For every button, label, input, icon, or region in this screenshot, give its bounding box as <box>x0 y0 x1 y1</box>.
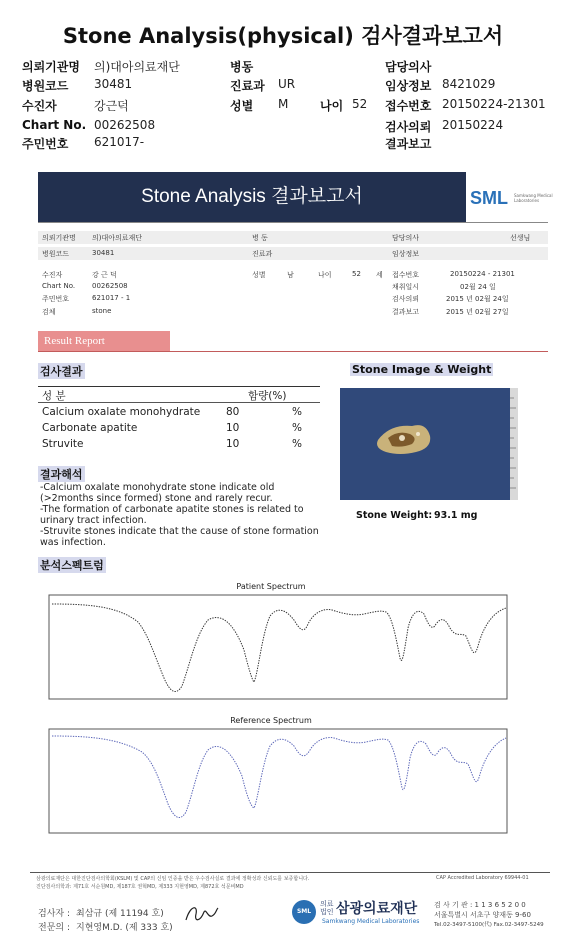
doc-collect-label: 채취일시 <box>392 283 420 291</box>
doc-institution-value: 의)대아의료재단 <box>92 234 143 242</box>
stone-weight-label: Stone Weight: <box>356 510 433 521</box>
doc-patient-value: 강 근 덕 <box>92 271 117 279</box>
doc-chart-value: 00262508 <box>92 282 128 290</box>
component-unit: % <box>292 422 302 434</box>
resident-value: 621017- <box>94 135 145 149</box>
patient-spectrum-chart <box>48 594 510 702</box>
spectrum-heading: 분석스펙트럼 <box>40 559 104 572</box>
component-value: 10 <box>226 438 240 450</box>
interpretation-line: (>2months since formed) stone and rarely recur. <box>40 493 273 504</box>
sex-label: 성별 <box>230 99 254 113</box>
doc-clinical-label: 임상정보 <box>392 250 420 258</box>
doc-sex-label: 성별 <box>252 271 266 279</box>
doc-chart-label: Chart No. <box>42 282 76 290</box>
hospital-code-label: 병원코드 <box>22 79 69 93</box>
doc-doctor-value: 선생님 <box>510 234 531 242</box>
component-value: 80 <box>226 406 240 418</box>
doc-request-label: 검사의뢰 <box>392 295 420 303</box>
component-value: 10 <box>226 422 240 434</box>
resident-label: 주민번호 <box>22 137 69 151</box>
sex-value: M <box>278 97 289 111</box>
examiner-label: 검사자 : <box>38 909 70 919</box>
interpretation-line: -Struvite stones indicate that the cause of stone formation <box>40 526 319 537</box>
component-name: Struvite <box>42 438 84 450</box>
doc-sex-value: 남 <box>287 271 294 279</box>
dept-label: 진료과 <box>230 79 265 93</box>
reference-spectrum-chart <box>48 728 510 836</box>
component-name: Calcium oxalate monohydrate <box>42 406 201 418</box>
patient-spectrum-title: Patient Spectrum <box>236 582 306 591</box>
component-unit: % <box>292 438 302 450</box>
patient-value: 강근덕 <box>94 99 129 113</box>
interpretation-line: was infection. <box>40 537 106 548</box>
interpretation-line: urinary tract infection. <box>40 515 147 526</box>
clinical-info-label: 임상정보 <box>385 79 432 93</box>
col-content-header: 함량(%) <box>248 390 287 402</box>
request-value: 20150224 <box>442 118 504 132</box>
doc-dept-label: 진료과 <box>252 250 273 258</box>
receipt-label: 접수번호 <box>385 99 432 113</box>
receipt-value: 20150224-21301 <box>442 97 546 111</box>
band-divider <box>38 222 548 223</box>
dept-value: UR <box>278 77 296 91</box>
doc-resident-value: 621017 - 1 <box>92 294 131 302</box>
stone-photo-graphic <box>340 388 518 500</box>
interpretation-text <box>40 482 322 548</box>
ward-label: 병동 <box>230 60 254 74</box>
interpretation-heading: 결과해석 <box>40 468 83 481</box>
doc-age-label: 나이 <box>318 271 332 279</box>
doctor-label: 담당의사 <box>385 60 432 74</box>
footer-rule <box>30 872 550 873</box>
age-value: 52 <box>352 97 368 111</box>
stone-image-heading: Stone Image & Weight <box>352 363 492 376</box>
clinical-info-value: 8421029 <box>442 77 496 91</box>
doc-receipt-label: 접수번호 <box>392 271 420 279</box>
contact-address: 서울특별시 서초구 양재동 9-60 <box>434 911 531 919</box>
scanned-report <box>10 156 556 938</box>
specialist-label: 전문의 : <box>38 923 70 933</box>
doc-specimen-value: stone <box>92 307 112 315</box>
footer-specialists: 진단검사의학과: 제71호 서순원MD, 제187호 권혁MD, 제333 지현영MD, 제872호 석문비MD <box>36 884 244 890</box>
cap-accreditation: CAP Accredited Laboratory 69944-01 <box>436 875 529 881</box>
age-label: 나이 <box>320 99 344 113</box>
result-divider <box>38 351 548 352</box>
chart-value: 00262508 <box>94 118 156 132</box>
institution-label: 의뢰기관명 <box>22 60 80 74</box>
chart-label: Chart No. <box>22 118 87 132</box>
results-heading: 검사결과 <box>40 365 83 378</box>
report-band-title: Stone Analysis 결과보고서 <box>38 172 466 222</box>
stone-weight-value: 93.1 mg <box>434 510 478 521</box>
doc-specimen-label: 검체 <box>42 308 56 316</box>
examiner-value: 최삼규 (제 11194 호) <box>76 909 164 919</box>
component-unit: % <box>292 406 302 418</box>
doc-collect-value: 02월 24 일 <box>460 283 496 291</box>
col-component-header: 성 분 <box>42 390 66 402</box>
contact-phone: Tel.02-3497-5100(代) Fax.02-3497-5249 <box>434 922 544 928</box>
sml-seal-icon: SML <box>292 900 316 924</box>
doc-hospital-code-label: 병원코드 <box>42 250 70 258</box>
signature-graphic <box>182 900 222 928</box>
doc-report-label: 결과보고 <box>392 308 420 316</box>
doc-age-value: 52 <box>352 270 361 278</box>
interpretation-line: -The formation of carbonate apatite stones is related to <box>40 504 304 515</box>
reference-spectrum-title: Reference Spectrum <box>230 716 312 725</box>
doc-resident-label: 주민번호 <box>42 295 70 303</box>
component-name: Carbonate apatite <box>42 422 138 434</box>
doc-institution-label: 의뢰기관명 <box>42 234 76 242</box>
foundation-subtitle: Samkwang Medical Laboratories <box>322 918 420 925</box>
specialist-value: 지현영M.D. (제 333 호) <box>76 923 173 933</box>
foundation-tag: 의료 법인 <box>320 900 334 916</box>
doc-patient-label: 수진자 <box>42 271 63 279</box>
patient-label: 수진자 <box>22 99 57 113</box>
request-label: 검사의뢰 <box>385 120 432 134</box>
table-top-rule <box>38 386 320 387</box>
doc-report-value: 2015 년 02월 27일 <box>446 308 509 316</box>
doc-request-value: 2015 년 02월 24일 <box>446 295 509 303</box>
institution-value: 의)대아의료재단 <box>94 60 180 74</box>
info-row-bg <box>38 247 548 260</box>
report-date-label: 결과보고 <box>385 137 432 151</box>
sml-logo-subtitle: Samkwang Medical Laboratories <box>514 193 553 203</box>
doc-age-unit: 세 <box>376 271 383 279</box>
report-title: Stone Analysis(physical) 검사결과보고서 <box>62 24 504 48</box>
sml-logo: SML <box>470 188 508 208</box>
doc-receipt-value: 20150224 - 21301 <box>450 270 515 278</box>
doc-doctor-label: 담당의사 <box>392 234 420 242</box>
stone-photo <box>340 388 518 500</box>
doc-hospital-code-value: 30481 <box>92 249 115 257</box>
contact-institution-code: 검 사 기 관 : 1 1 3 6 5 2 0 0 <box>434 901 526 909</box>
hospital-code-value: 30481 <box>94 77 133 91</box>
result-report-tab: Result Report <box>38 331 170 351</box>
footer-accreditation: 삼광의료재단은 대한진단검사의학회(KSLM) 및 CAP의 신임 인증을 받은 우수검사실로 결과에 정확성과 신뢰도를 보증합니다. <box>36 876 310 882</box>
foundation-name: 삼광의료재단 <box>336 901 418 917</box>
doc-ward-label: 병 동 <box>252 234 268 242</box>
interpretation-line: -Calcium oxalate monohydrate stone indicate old <box>40 482 275 493</box>
table-header-rule <box>38 402 320 403</box>
